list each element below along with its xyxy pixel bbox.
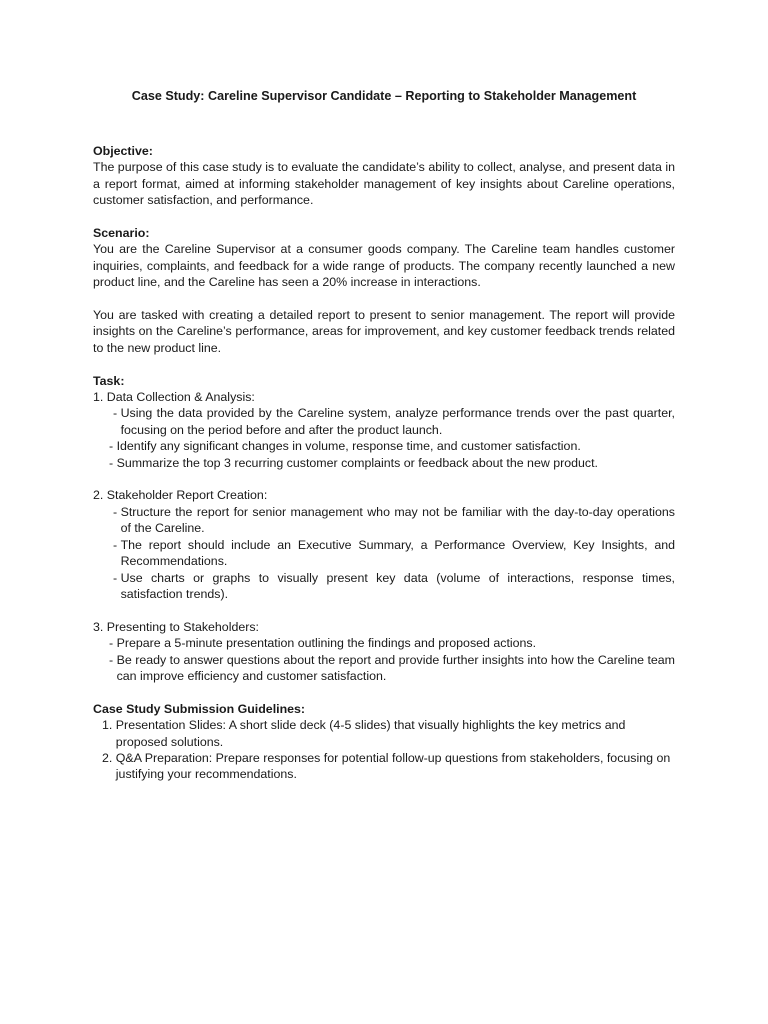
list-item-text: The report should include an Executive Summary, a Performance Overview, Key Insights, and Recommendations.: [120, 537, 675, 569]
guidelines-heading: Case Study Submission Guidelines:: [93, 701, 306, 716]
list-item-text: Be ready to answer questions about the report and provide further insights into how the Careline team can improve efficiency and customer satisfaction.: [116, 652, 675, 683]
list-item: [93, 570, 675, 603]
dash-marker: -: [109, 636, 117, 651]
dash-marker: -: [113, 537, 121, 552]
task-item-title: 3. Presenting to Stakeholders:: [93, 619, 259, 634]
scenario-section: [93, 225, 675, 356]
guidelines-section: [93, 701, 675, 783]
objective-text: The purpose of this case study is to evaluate the candidate’s ability to collect, analyse, and present data in a report format, aimed at informing stakeholder management of key insights about Careline operations, customer satisfaction, and performance.: [93, 160, 675, 208]
list-item-text: Use charts or graphs to visually present key data (volume of interactions, response times, satisfaction trends).: [120, 570, 675, 601]
document-title: Case Study: Careline Supervisor Candidate – Reporting to Stakeholder Management: [131, 89, 637, 103]
list-item: [93, 635, 675, 651]
list-item-text: Prepare a 5-minute presentation outlining the findings and proposed actions.: [116, 636, 537, 651]
list-number: 2.: [102, 750, 113, 765]
task-item-title: 2. Stakeholder Report Creation:: [93, 488, 268, 503]
task-item-title: 1. Data Collection & Analysis:: [93, 390, 255, 405]
list-item: [93, 652, 675, 685]
task-section: [93, 373, 675, 685]
dash-marker: -: [113, 504, 121, 519]
scenario-heading: Scenario:: [93, 226, 150, 241]
list-item: [93, 750, 675, 783]
list-item-text: Structure the report for senior management who may not be familiar with the day-to-day operations of the Careline.: [120, 504, 675, 536]
list-item: [93, 504, 675, 537]
list-number: 1.: [102, 718, 113, 733]
list-item-text: Using the data provided by the Careline system, analyze performance trends over the past quarter, focusing on the period before and after the product launch.: [120, 406, 675, 437]
scenario-paragraph: You are the Careline Supervisor at a consumer goods company. The Careline team handles customer inquiries, complaints, and feedback for a wide range of products. The company recently launched a new product line, and the Careline has seen a 20% increase in interactions.: [93, 242, 675, 290]
list-item-text: Q&A Preparation: Prepare responses for potential follow-up questions from stakeholders, focusing on justifying your recommendations.: [115, 750, 671, 782]
list-item: [93, 537, 675, 570]
list-item-text: Presentation Slides: A short slide deck (4-5 slides) that visually highlights the key metrics and proposed solutions.: [115, 718, 626, 749]
dash-marker: -: [109, 439, 117, 454]
task-heading: Task:: [93, 373, 125, 388]
list-item: [93, 405, 675, 438]
objective-heading: Objective:: [93, 144, 153, 158]
list-item-text: Identify any significant changes in volume, response time, and customer satisfaction.: [116, 439, 581, 454]
list-item-text: Summarize the top 3 recurring customer complaints or feedback about the new product.: [116, 455, 598, 470]
dash-marker: -: [109, 652, 117, 667]
dash-marker: -: [113, 406, 121, 421]
scenario-paragraph: You are tasked with creating a detailed report to present to senior management. The report will provide insights on the Careline’s performance, areas for improvement, and key customer feedback trends related to the new product line.: [93, 308, 675, 355]
dash-marker: -: [109, 455, 117, 470]
list-item: [93, 455, 675, 471]
list-item: [93, 438, 675, 454]
objective-section: [93, 143, 675, 209]
dash-marker: -: [113, 570, 121, 585]
document-body: [93, 143, 675, 783]
list-item: [93, 717, 675, 750]
